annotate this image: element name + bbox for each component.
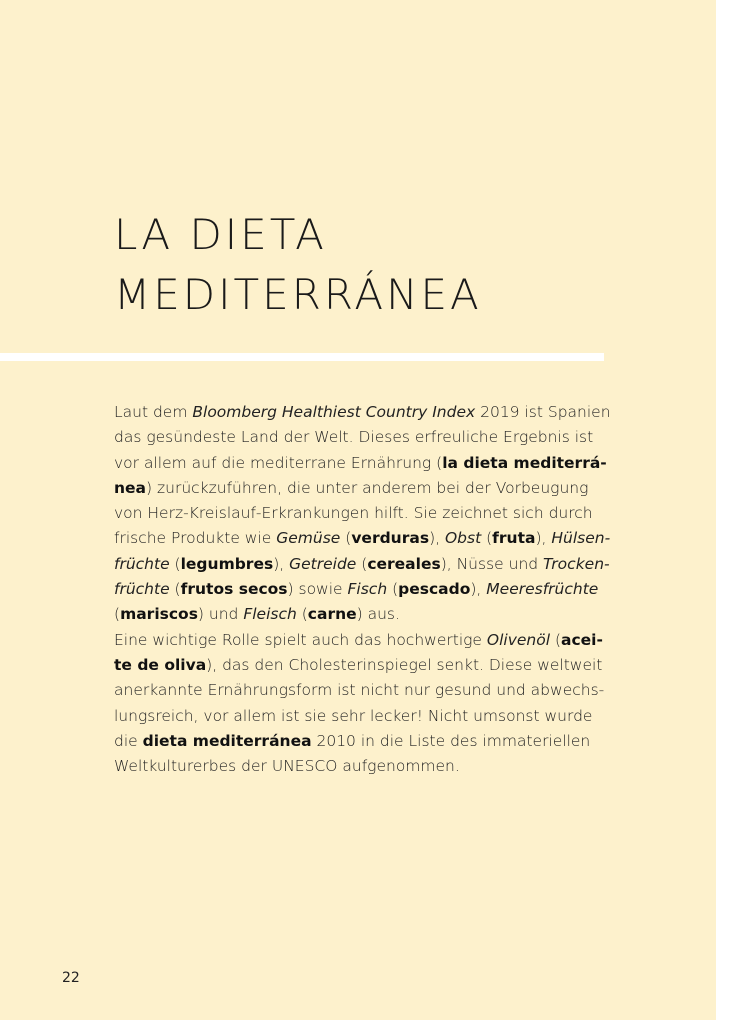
german-term: Gemüse (276, 529, 341, 548)
spanish-term: pescado (398, 580, 471, 599)
spanish-term: mariscos (120, 605, 198, 624)
text-line: von Herz-Kreislauf-Erkrankungen hilft. Sie zeichnet sich durch (114, 504, 593, 523)
italic-term: Bloomberg Healthiest Country Index (192, 403, 476, 421)
spanish-term: cereales (367, 554, 441, 573)
text-line: Eine wichtige Rolle spielt auch das hochwertige Olivenöl (acei- (114, 630, 603, 649)
german-term: Hülsen- (551, 529, 611, 548)
title-line-1: LA DIETA (114, 210, 327, 259)
spanish-term: carne (307, 605, 357, 624)
text-line: (mariscos) und Fleisch (carne) aus. (114, 605, 400, 624)
spanish-term: dieta mediterránea (142, 731, 312, 750)
spanish-term: acei- (561, 630, 603, 649)
german-term: früchte (114, 580, 170, 599)
german-term: Getreide (289, 554, 357, 573)
text-line: Laut dem Bloomberg Healthiest Country Index 2019 ist Spanien (114, 403, 611, 421)
text-line: lungsreich, vor allem ist sie sehr lecker! Nicht umsonst wurde (114, 706, 593, 725)
spanish-term: verduras (351, 529, 430, 548)
german-term: Obst (444, 529, 482, 548)
spanish-term: la dieta mediterrá- (442, 453, 607, 472)
german-term: Meeresfrüchte (486, 580, 599, 599)
text-line: nea) zurückzuführen, die unter anderem bei der Vorbeugung (114, 478, 589, 497)
spanish-term: fruta (492, 529, 536, 548)
text-line: früchte (legumbres), Getreide (cereales), Nüsse und Trocken- (114, 554, 610, 573)
spanish-term: frutos secos (180, 580, 288, 599)
german-term: Fisch (347, 580, 388, 599)
page-number: 22 (62, 970, 80, 986)
text-line: die dieta mediterránea 2010 in die Liste des immateriellen (114, 731, 591, 750)
text-line: anerkannte Ernährungsform ist nicht nur gesund und abwechs- (114, 681, 605, 700)
german-term: Fleisch (243, 605, 297, 624)
spanish-term: legumbres (180, 554, 274, 573)
german-term: früchte (114, 554, 170, 573)
page-title (114, 205, 482, 325)
text-line: das gesündeste Land der Welt. Dieses erfreuliche Ergebnis ist (114, 428, 594, 447)
text-line: früchte (frutos secos) sowie Fisch (pescado), Meeresfrüchte (114, 580, 599, 599)
text-line: frische Produkte wie Gemüse (verduras), Obst (fruta), Hülsen- (114, 529, 611, 548)
text-line: Weltkulturerbes der UNESCO aufgenommen. (114, 757, 460, 776)
german-term: Trocken- (543, 554, 610, 573)
text-line: vor allem auf die mediterrane Ernährung (la dieta mediterrá- (114, 453, 607, 472)
spanish-term: te de oliva (114, 655, 207, 674)
body-paragraph (114, 400, 614, 779)
text-line: te de oliva), das den Cholesterinspiegel senkt. Diese weltweit (114, 655, 603, 674)
title-line-2: MEDITERRÁNEA (114, 270, 482, 319)
title-divider (0, 353, 604, 361)
spanish-term: nea (114, 478, 147, 497)
german-term: Olivenöl (486, 630, 551, 649)
